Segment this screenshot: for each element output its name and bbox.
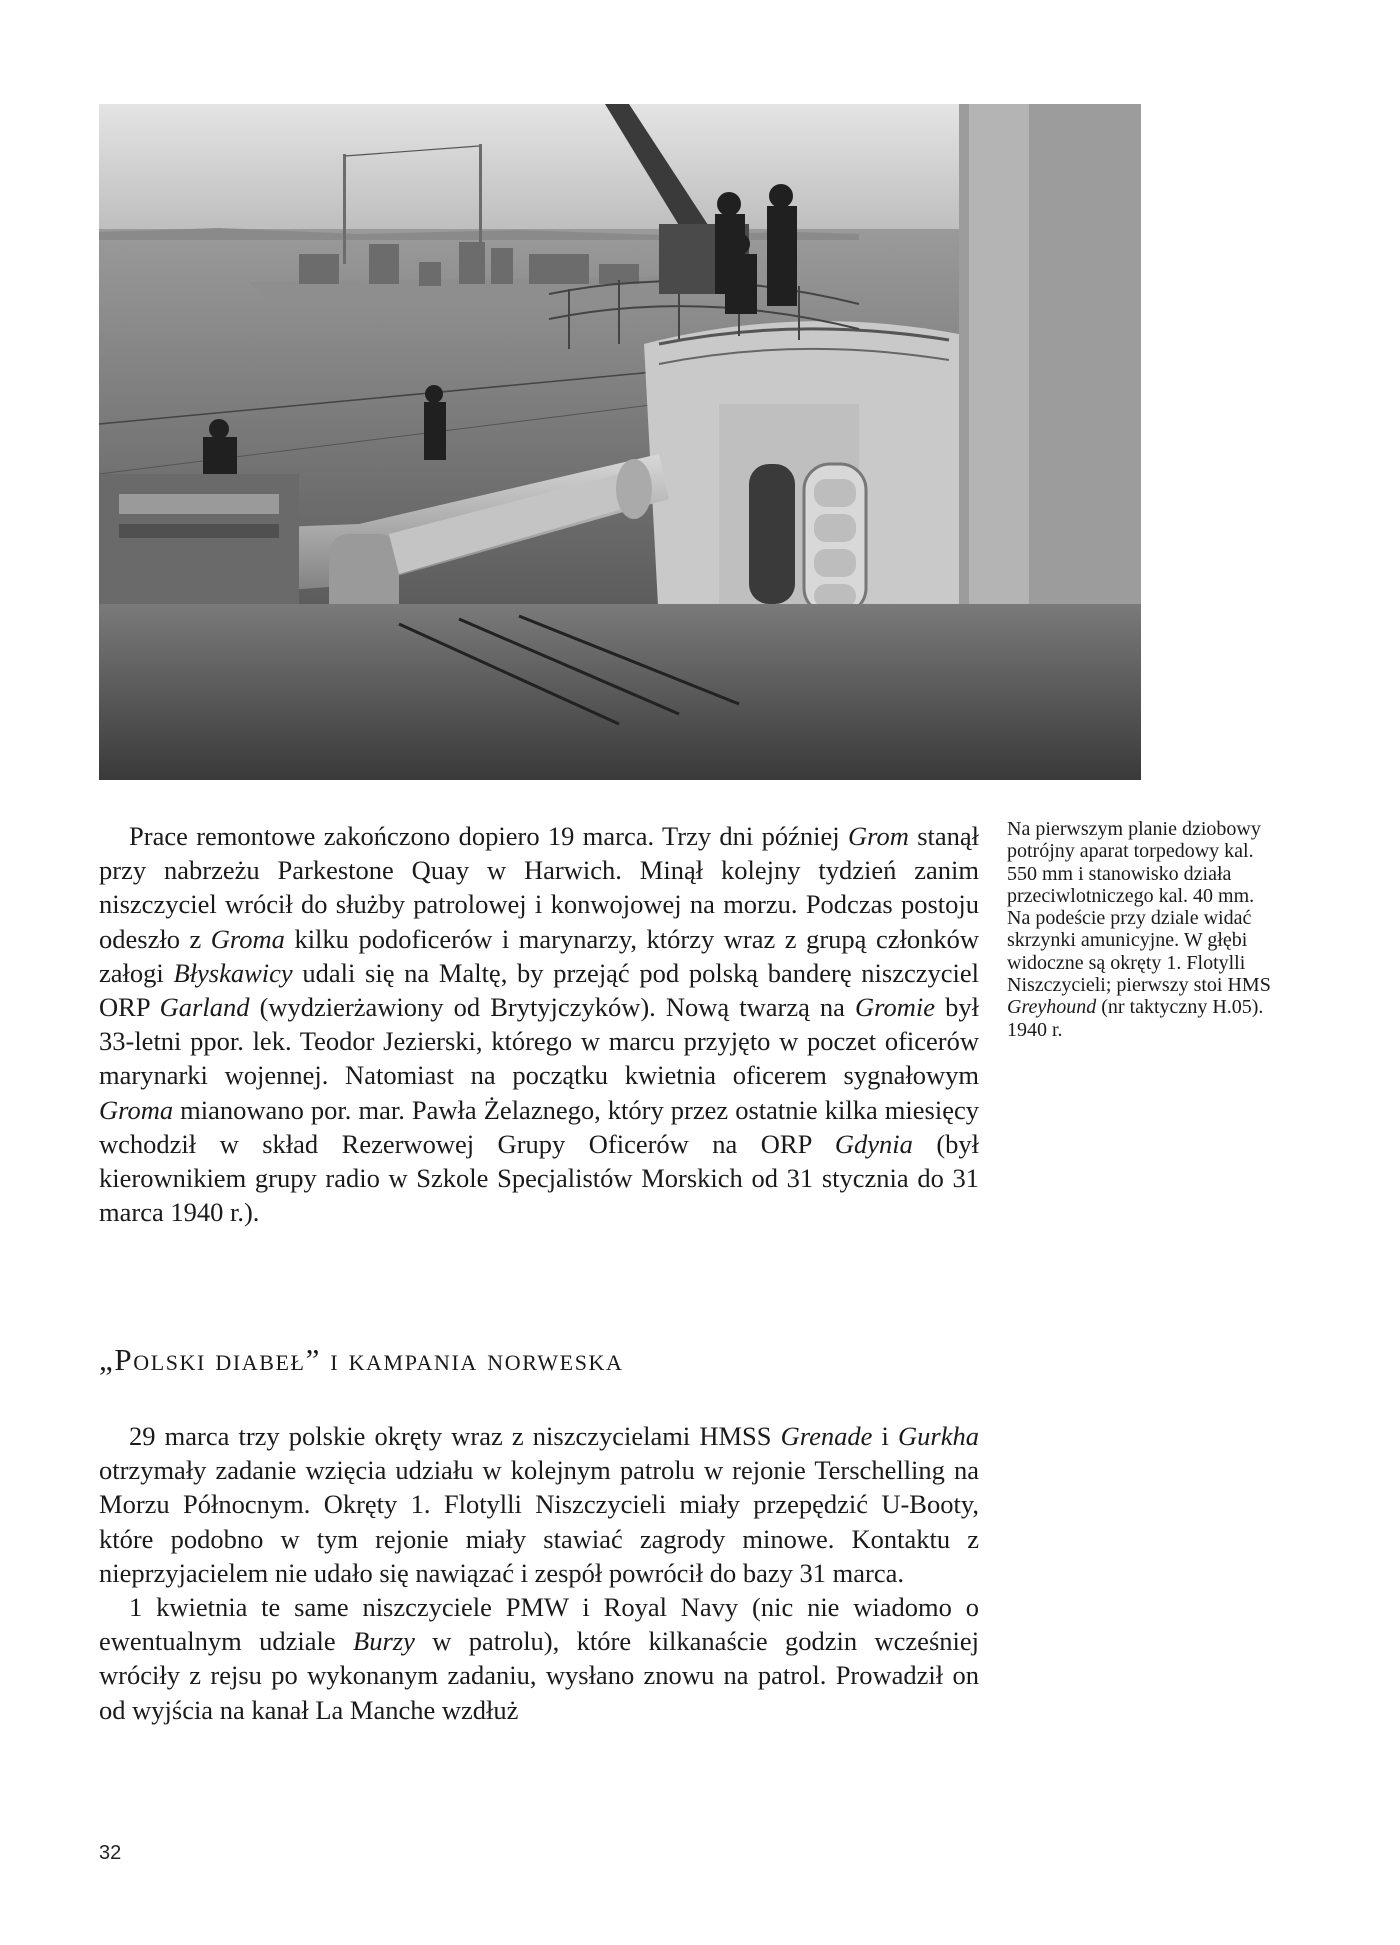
photo-caption: Na pierwszym planie dziobowy potrójny aparat torpedowy kal. 550 mm i stanowisko działa przeciwlotniczego kal. 40 mm. Na podeście przy dziale widać skrzynki amunicyjne. W głębi widoczne są okręty 1. Flotylli Niszczycieli; pierwszy stoi HMS Greyhound (nr taktyczny H.05). 1940 r. [1007, 818, 1271, 1041]
warship-photo [99, 104, 1141, 780]
paragraph-text: Prace remontowe zakończono dopiero 19 marca. Trzy dni później Grom stanął przy nabrzeżu Parkestone Quay w Harwich. Minął kolejny tydzień zanim niszczyciel wrócił do służby patrolowej i konwojowej na morzu. Podczas postoju odeszło z Groma kilku podoficerów i marynarzy, którzy wraz z grupą członków załogi Błyskawicy udali się na Maltę, by przejąć pod polską banderę niszczyciel ORP Garland (wydzierżawiony od Brytyjczyków). Nową twarzą na Gromie był 33-letni ppor. lek. Teodor Jezierski, którego w marcu przyjęto w poczet oficerów marynarki wojennej. Natomiast na początku kwietnia oficerem sygnałowym Groma mianowano por. mar. Pawła Żelaznego, który przez ostatnie kilka miesięcy wchodził w skład Rezerwowej Grupy Oficerów na ORP Gdynia (był kierownikiem grupy radio w Szkole Specjalistów Morskich od 31 stycznia do 31 marca 1940 r.). [99, 821, 980, 1228]
section-heading: „Polski diabeł” i kampania norweska [99, 1342, 624, 1377]
body-paragraph-3: 1 kwietnia te same niszczyciele PMW i Royal Navy (nic nie wiadomo o ewentualnym udziale Burzy w patrolu), które kilkanaście godzin wcześniej wróciły z rejsu po wykonanym zadaniu, wysłano znowu na patrol. Prowadził on od wyjścia na kanał La Manche wzdłuż [99, 1592, 979, 1725]
page-number: 32 [99, 1842, 122, 1864]
body-paragraph-1 [99, 819, 979, 1229]
body-section-2 [99, 1419, 979, 1727]
body-paragraph-2: 29 marca trzy polskie okręty wraz z niszczycielami HMSS Grenade i Gurkha otrzymały zadanie wzięcia udziału w kolejnym patrolu w rejonie Terschelling na Morzu Północnym. Okręty 1. Flotylli Niszczycieli miały przepędzić U-Booty, które podobno w tym rejonie miały stawiać zagrody minowe. Kontaktu z nieprzyjacielem nie udało się nawiązać i zespół powrócił do bazy 31 marca. [99, 1421, 979, 1588]
